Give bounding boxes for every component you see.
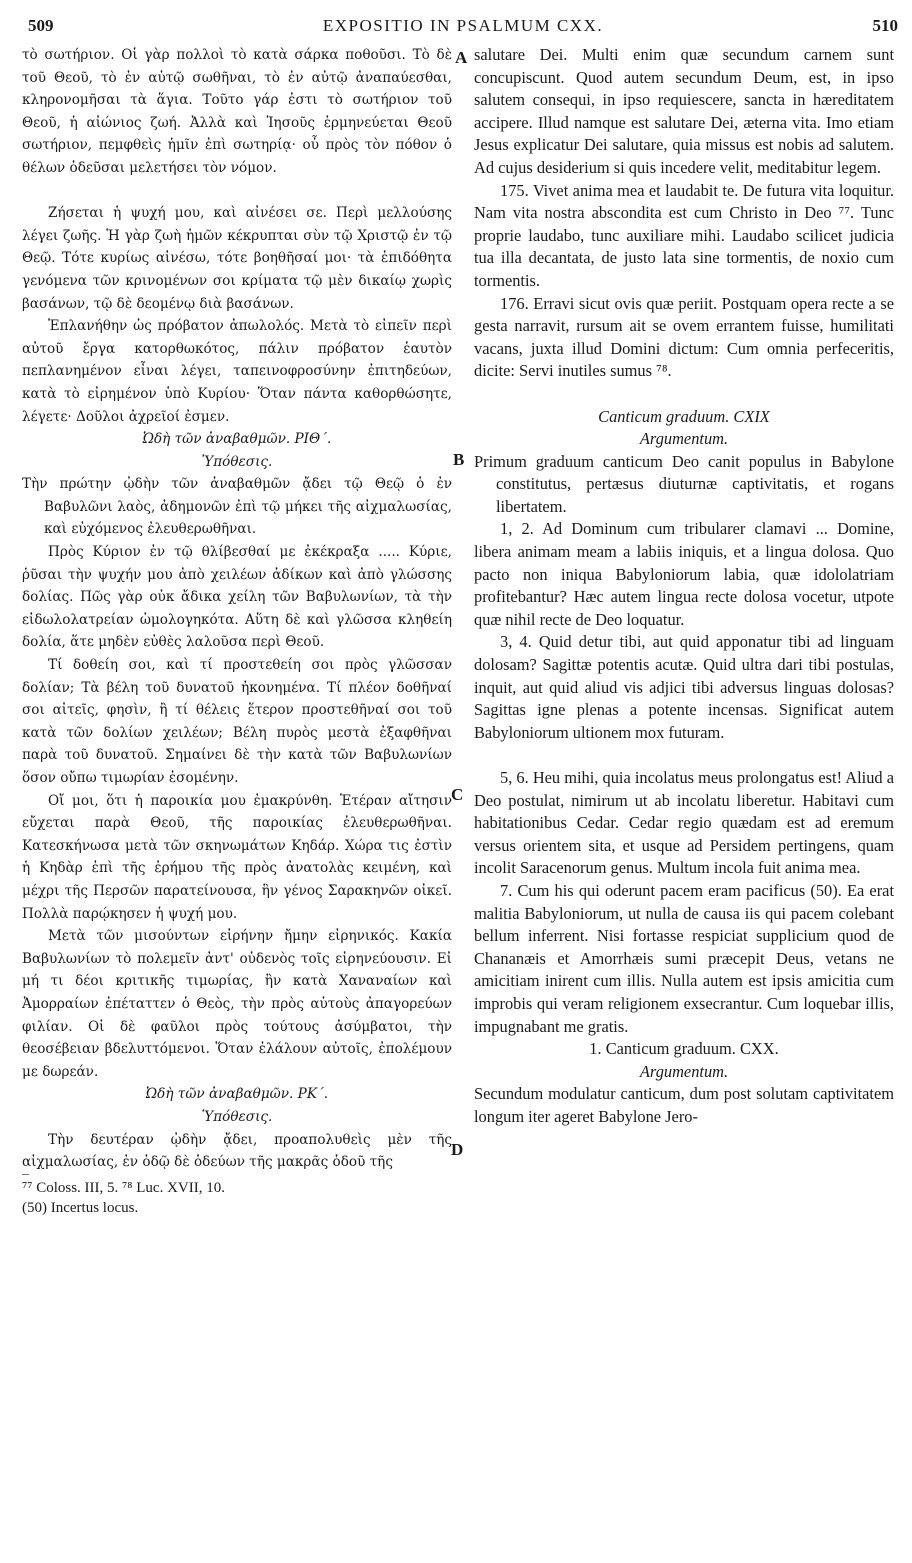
latin-argument-1: Primum graduum canticum Deo canit populus in Babylone constitutus, pertæsus diuturnæ captivitatis, et rogans libertatem. bbox=[474, 451, 894, 516]
latin-para-1: salutare Dei. Multi enim quæ secundum carnem sunt concupiscunt. Quod autem secundum Deum, est, in ipso salutem consequi, in ipso requiescere, sancta in hæreditatem accipere. Illud namque est salutare Dei, æterna vita. Imo etiam Jesus explicatur Dei salutare, quia missus est nobis ad salutem. Ad cujus desiderium si quis incedere velit, meditabitur legem. bbox=[474, 45, 894, 177]
greek-heading-ode-119: Ὠδὴ τῶν ἀναβαθμῶν. ΡΙΘ΄. bbox=[142, 431, 332, 448]
latin-subheading-argumentum-1: Argumentum. bbox=[639, 429, 729, 449]
page-number-left: 509 bbox=[28, 16, 54, 35]
running-title: EXPOSITIO IN PSALMUM CXX. bbox=[322, 16, 604, 35]
greek-heading-ode-120: Ὠδὴ τῶν ἀναβαθμῶν. ΡΚ΄. bbox=[145, 1086, 329, 1103]
greek-column bbox=[22, 44, 452, 1218]
running-header bbox=[28, 16, 898, 40]
footnote-incertus: (50) Incertus locus. bbox=[22, 1199, 139, 1216]
greek-para-7: Μετὰ τῶν μισούντων εἰρήνην ἤμην εἰρηνικός. Κακία Βαβυλωνίων τὸ πολεμεῖν ἀντ' οὐδενὸς τοῖς εἰρηνεύουσιν. Εἰ μή τι δέοι κριτικῆς τιμωρίας, ἣν κατὰ Χαναναίων καὶ Ἀμορραίων ἐπέταττεν ὁ Θεὸς, τὴν πρὸς αὐτοὺς ἀπαγορεύων φιλίαν. Οἱ δὲ φαῦλοι πρὸς τούτους ἀσύμβατοι, τὴν θεοσέβειαν βδελυττόμενοι. Ὅταν ἐλάλουν αὐτοῖς, ἐπολέμουν με δωρεάν. bbox=[22, 928, 452, 1080]
latin-heading-canticum-120: 1. Canticum graduum. CXX. bbox=[589, 1039, 779, 1059]
latin-column bbox=[474, 44, 894, 1129]
latin-para-6: 5, 6. Heu mihi, quia incolatus meus prolongatus est! Aliud a Deo postulat, nimirum ut ab incolatu liberetur. Habitavi cum habitationibus Cedar. Cedar regio quædam est ad eremum versus orientem sita, et usque ad Persidem pertingens, quam incolit Saracenorum genus. Multum incola fuit anima mea. bbox=[474, 768, 894, 878]
latin-heading-canticum-119: Canticum graduum. CXIX bbox=[598, 406, 770, 426]
greek-subheading-hypothesis-1: Ὑπόθεσις. bbox=[201, 453, 273, 470]
greek-para-4: Πρὸς Κύριον ἐν τῷ θλίβεσθαί με ἐκέκραξα ..... Κύριε, ῥῦσαι τὴν ψυχήν μου ἀπὸ χειλέων ἀδίκων καὶ ἀπὸ γλώσσης δολίας. Πῶς γὰρ οὐκ ἄδικα χείλη τῶν Βαβυλωνίων, τὰ τὴν εἰδωλολατρείαν ὡμολογηκότα. Αὕτη δὲ καὶ γλῶσσα κληθείη δολία, ἅτε μηδὲν εὐθὲς λαλοῦσα περὶ Θεοῦ. bbox=[22, 544, 452, 651]
greek-para-1: τὸ σωτήριον. Οἱ γὰρ πολλοὶ τὸ κατὰ σάρκα ποθοῦσι. Τὸ δὲ τοῦ Θεοῦ, τὸ ἐν αὐτῷ σωθῆναι, τὸ ἐν αὐτῷ ἀναπαύεσθαι, κληρονομῆσαι τὰ ἅγια. Τοῦτο γάρ ἐστι τὸ σωτήριον τοῦ Θεοῦ, ἡ αἰώνιος ζωή. Ἀλλὰ καὶ Ἰησοῦς ἑρμηνεύεται Θεοῦ σωτήριον, πεμφθεὶς ἡμῖν ἐπὶ σωτηρίᾳ· οὗ πρὸς τὸν πόθον ὁ θέλων ὁδεῦσαι μελετήσει τὸν νόμον. bbox=[22, 47, 452, 176]
greek-para-6: Οἴ μοι, ὅτι ἡ παροικία μου ἐμακρύνθη. Ἑτέραν αἴτησιν εὔχεται παρὰ Θεοῦ, τῆς παροικίας ἐλευθερωθῆναι. Κατεσκήνωσα μετὰ τῶν σκηνωμάτων Κηδάρ. Χώρα τις ἐστὶν ἡ Κηδὰρ ἐπὶ τῆς ἐρήμου τῆς πρὸς ἀνατολὰς κειμένη, καὶ μέχρι τῆς Περσῶν παρατείνουσα, ἣν γένος Σαρακηνῶν οἰκεῖ. Πολλὰ παρῴκησεν ἡ ψυχή μου. bbox=[22, 792, 452, 922]
greek-para-2: Ζήσεται ἡ ψυχή μου, καὶ αἰνέσει σε. Περὶ μελλούσης λέγει ζωῆς. Ἡ γὰρ ζωὴ ἡμῶν κέκρυπται σὺν τῷ Χριστῷ ἐν τῷ Θεῷ. Τότε κυρίως αἰνέσω, τότε βοηθῆσαί μοι· τὰ ἐπιδόθητα γενόμενα τῶν κρινομένων σοι κρίματα τῷ μὲν δικαίῳ χωρὶς βασάνων, τῷ δὲ δεομένῳ διὰ βασάνων. bbox=[22, 205, 452, 312]
latin-para-2: 175. Vivet anima mea et laudabit te. De futura vita loquitur. Nam vita nostra abscondita est cum Christo in Deo ⁷⁷. Tunc proprie laudabo, tunc auxiliare mihi. Laudabo scilicet judicia tua illa decantata, de justo lata sine tormentis, de noxio cum tormentis. bbox=[474, 180, 894, 290]
greek-argument-1: Τὴν πρώτην ᾠδὴν τῶν ἀναβαθμῶν ᾄδει τῷ Θεῷ ὁ ἐν Βαβυλῶνι λαὸς, ἀδημονῶν ἐπὶ τῷ μήκει τῆς αἰχμαλωσίας, καὶ εὐχόμενος ἐλευθερωθῆναι. bbox=[22, 476, 452, 538]
margin-marker-c: C bbox=[451, 785, 464, 804]
greek-para-5: Τί δοθείη σοι, καὶ τί προστεθείη σοι πρὸς γλῶσσαν δολίαν; Τὰ βέλη τοῦ δυνατοῦ ἠκονημένα. Τί πλέον δοθῆναί σοι αἰτεῖς, φησὶν, ἢ τί θέλεις ἕτερον προστεθῆναί σοι τοῦ κατὰ τῶν δολίων χειλέων; Βέλη πυρὸς μεστὰ ἐξαφθῆναι παρὰ τοῦ δυνατοῦ. Σημαίνει δὲ τὴν κατὰ τῶν Βαβυλωνίων ὅσον οὔπω τιμωρίαν ἐσομένην. bbox=[22, 657, 452, 786]
greek-subheading-hypothesis-2: Ὑπόθεσις. bbox=[201, 1108, 273, 1125]
margin-marker-a: A bbox=[455, 48, 468, 67]
margin-marker-d: D bbox=[451, 1140, 464, 1159]
latin-para-3: 176. Erravi sicut ovis quæ periit. Postquam opera recte a se gesta narravit, rursum ait se ovem errantem fuisse, humilitati vacans, juxta illud Domini dictum: Cum omnia perfeceritis, dicite: Servi inutiles sumus ⁷⁸. bbox=[474, 293, 894, 381]
greek-para-3: Ἐπλανήθην ὡς πρόβατον ἀπωλολός. Μετὰ τὸ εἰπεῖν περὶ αὐτοῦ ἔργα κατορθωκότος, πάλιν πρόβατον ἑαυτὸν πεπλανημένον εἶναι λέγει, ταπεινοφροσύνην ἐπιτηδεύων, κατὰ τὸ εἰρημένον ὑπὸ Κυρίου· Ὅταν πάντα καθορθώσητε, λέγετε· Δοῦλοι ἀχρεῖοί ἐσμεν. bbox=[22, 318, 452, 425]
latin-subheading-argumentum-2: Argumentum. bbox=[639, 1061, 729, 1081]
latin-para-7: 7. Cum his qui oderunt pacem eram pacificus (50). Ea erat malitia Babyloniorum, ut nulla de causa iis qui pacem colebant bellum inferrent. Nisi fortasse respiciat supplicium quod de Chananæis et Amorrhæis sumi præcepit Deus, vetans ne amicitiam inirent cum illis. Nulla autem est ipsis amicitia cum improbis qui veram religionem exsecrantur. Cum loquebar illis, impugnabant me gratis. bbox=[474, 880, 894, 1036]
greek-argument-2: Τὴν δευτέραν ᾠδὴν ᾄδει, προαπολυθεὶς μὲν τῆς αἰχμαλωσίας, ἐν ὁδῷ δὲ ὁδεύων τῆς μακρᾶς ὁδοῦ τῆς bbox=[22, 1131, 452, 1171]
footnote-scripture: ⁷⁷ Coloss. III, 5. ⁷⁸ Luc. XVII, 10. bbox=[22, 1179, 225, 1196]
latin-para-4: 1, 2. Ad Dominum cum tribularer clamavi ... Domine, libera animam meam a labiis iniquis, et a lingua dolosa. Quo pacto non iniqua Babyloniorum labia, quæ idololatriam profitebantur? Hæc autem lingua recte dolosa vocetur, utpote quæ nihil recte de Deo loquatur. bbox=[474, 519, 894, 629]
page-number-right: 510 bbox=[872, 16, 898, 35]
latin-para-5: 3, 4. Quid detur tibi, aut quid apponatur tibi ad linguam dolosam? Sagittæ potentis acutæ. Quid ultra dari tibi postulas, inquit, aut quid aliud vis adjici tibi adversus linguas dolosas? Sagittas igne plenas a potente incensas. Significat autem Babyloniorum ultionem mox futuram. bbox=[474, 632, 894, 742]
latin-argument-2: Secundum modulatur canticum, dum post solutam captivitatem longum iter ageret Babylone Jero- bbox=[474, 1084, 894, 1126]
margin-marker-b: B bbox=[453, 450, 465, 469]
